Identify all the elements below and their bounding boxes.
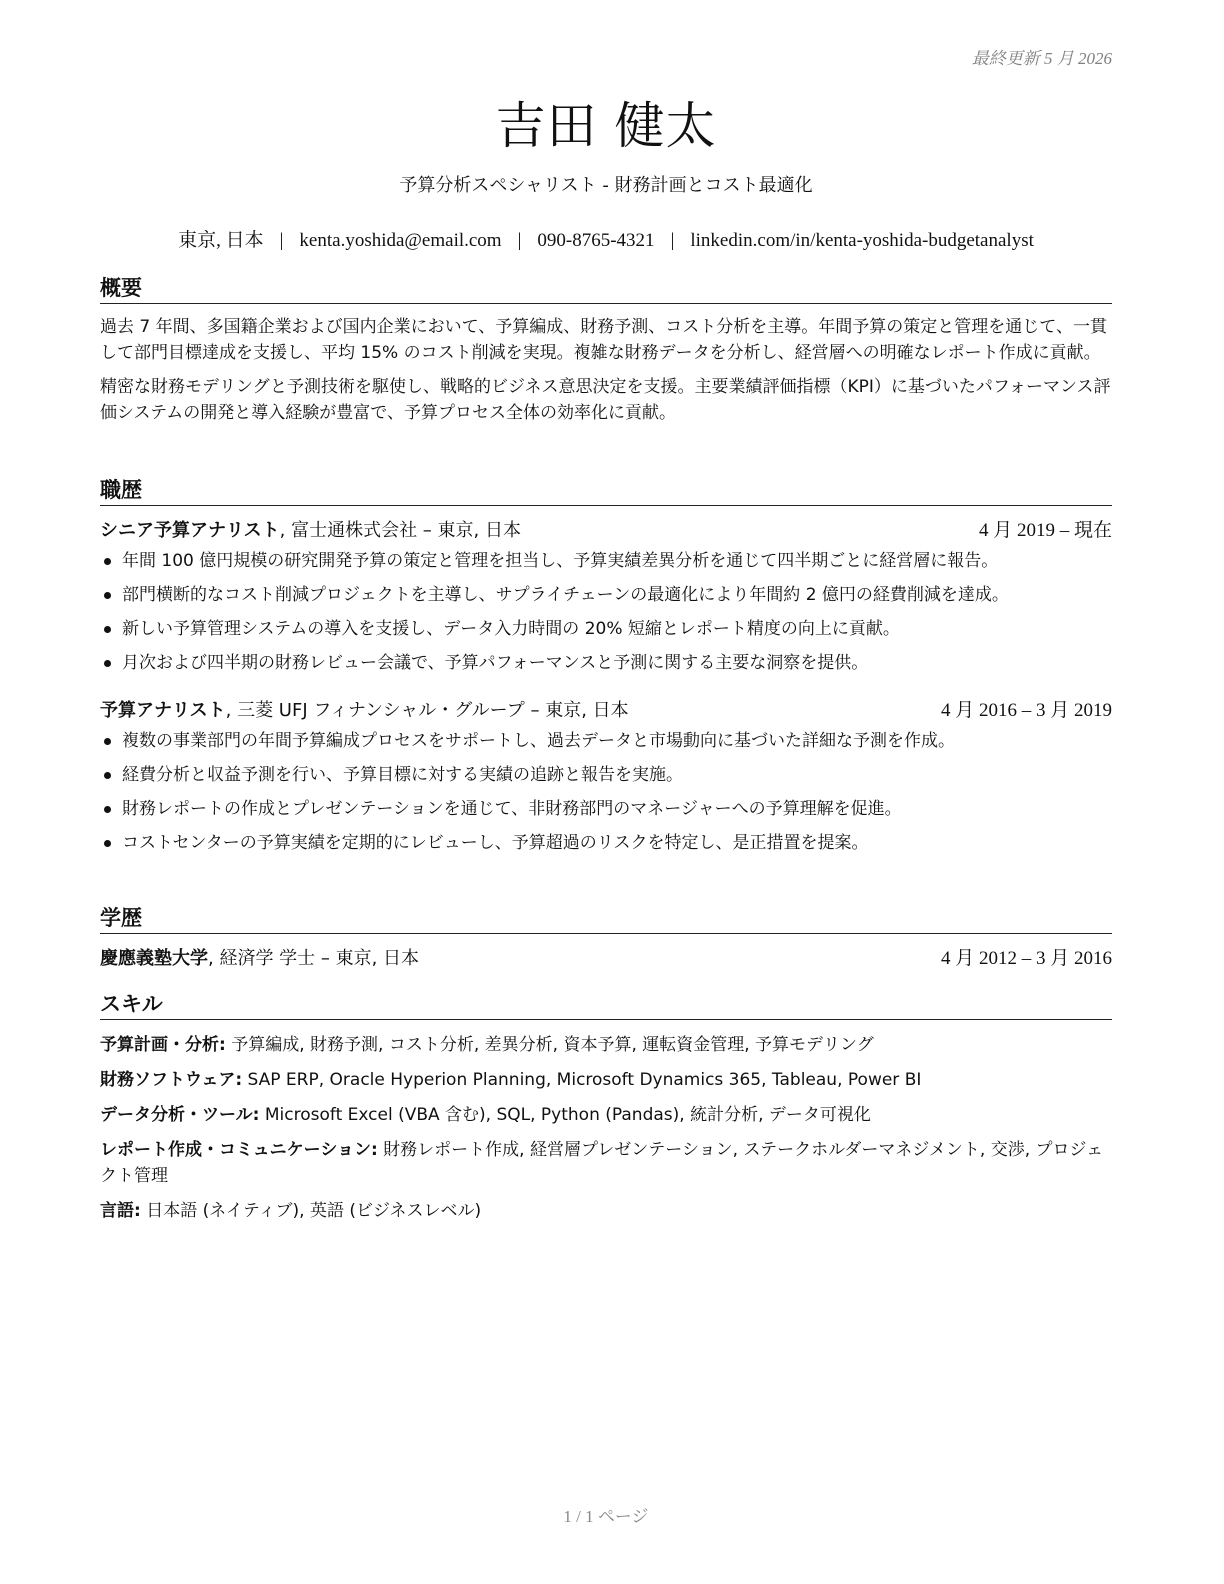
skill-row xyxy=(100,1137,1112,1189)
skill-value: SAP ERP, Oracle Hyperion Planning, Microsoft Dynamics 365, Tableau, Power BI xyxy=(242,1070,922,1091)
skill-label: 財務ソフトウェア: xyxy=(100,1070,243,1091)
page-indicator: 1 / 1 ページ xyxy=(563,1507,649,1526)
skills-section xyxy=(100,992,1112,1233)
experience-section xyxy=(100,478,1112,864)
job-dates: 4 月 2016 – 3 月 2019 xyxy=(940,700,1112,722)
contact-location: 東京, 日本 xyxy=(178,230,264,251)
skill-value: 財務レポート作成, 経営層プレゼンテーション, ステークホルダーマネジメント, 交渉, プロジェクト管理 xyxy=(100,1140,1104,1187)
contact-linkedin[interactable]: linkedin.com/in/kenta-yoshida-budgetanalyst xyxy=(690,230,1034,251)
contact-separator: | xyxy=(517,230,522,251)
education-entry xyxy=(100,946,1112,972)
list-item: 月次および四半期の財務レビュー会議で、予算パフォーマンスと予測に関する主要な洞察を提供。 xyxy=(100,650,1112,676)
skill-label: 言語: xyxy=(100,1201,141,1222)
skill-value: Microsoft Excel (VBA 含む), SQL, Python (Pandas), 統計分析, データ可視化 xyxy=(259,1105,871,1126)
list-item: 部門横断的なコスト削減プロジェクトを主導し、サプライチェーンの最適化により年間約 2 億円の経費削減を達成。 xyxy=(100,582,1112,608)
contact-phone: 090-8765-4321 xyxy=(537,230,655,251)
job-org: , 三菱 UFJ フィナンシャル・グループ – 東京, 日本 xyxy=(225,700,629,722)
skill-row xyxy=(100,1067,1112,1093)
job-header xyxy=(100,698,1112,724)
job-role: シニア予算アナリスト xyxy=(100,520,280,542)
summary-section xyxy=(100,276,1112,426)
contact-separator: | xyxy=(670,230,675,251)
skills-list xyxy=(100,1032,1112,1224)
skill-value: 予算編成, 財務予測, コスト分析, 差異分析, 資本予算, 運転資金管理, 予算モデリング xyxy=(225,1035,874,1056)
skill-label: 予算計画・分析: xyxy=(100,1035,226,1056)
list-item: コストセンターの予算実績を定期的にレビューし、予算超過のリスクを特定し、是正措置を提案。 xyxy=(100,830,1112,856)
list-item: 財務レポートの作成とプレゼンテーションを通じて、非財務部門のマネージャーへの予算理解を促進。 xyxy=(100,796,1112,822)
list-item: 新しい予算管理システムの導入を支援し、データ入力時間の 20% 短縮とレポート精度の向上に貢献。 xyxy=(100,616,1112,642)
list-item: 年間 100 億円規模の研究開発予算の策定と管理を担当し、予算実績差異分析を通じて四半期ごとに経営層に報告。 xyxy=(100,548,1112,574)
skill-row xyxy=(100,1198,1112,1224)
job-bullets xyxy=(100,548,1112,676)
skills-title: スキル xyxy=(100,992,1112,1020)
contact-line xyxy=(100,225,1112,252)
education-section xyxy=(100,906,1112,972)
last-updated: 最終更新 5 月 2026 xyxy=(971,49,1112,68)
summary-paragraph: 過去 7 年間、多国籍企業および国内企業において、予算編成、財務予測、コスト分析を主導。年間予算の策定と管理を通じて、一貫して部門目標達成を支援し、平均 15% のコスト削減を実現。複雑な財務データを分析し、経営層への明確なレポート作成に貢献。 xyxy=(100,317,1107,364)
education-school: 慶應義塾大学 xyxy=(100,948,208,970)
skill-label: データ分析・ツール: xyxy=(100,1105,260,1126)
education-dates: 4 月 2012 – 3 月 2016 xyxy=(940,948,1112,970)
list-item: 経費分析と収益予測を行い、予算目標に対する実績の追跡と報告を実施。 xyxy=(100,762,1112,788)
job-header xyxy=(100,518,1112,544)
contact-separator: | xyxy=(279,230,284,251)
candidate-name: 吉田 健太 xyxy=(495,97,717,155)
job-entry xyxy=(100,518,1112,676)
education-title: 学歴 xyxy=(100,906,1112,934)
experience-title: 職歴 xyxy=(100,478,1112,506)
education-degree: , 経済学 学士 – 東京, 日本 xyxy=(208,948,420,970)
summary-title: 概要 xyxy=(100,276,1112,304)
job-org: , 富士通株式会社 – 東京, 日本 xyxy=(279,520,521,542)
list-item: 複数の事業部門の年間予算編成プロセスをサポートし、過去データと市場動向に基づいた詳細な予測を作成。 xyxy=(100,728,1112,754)
job-entry xyxy=(100,698,1112,856)
skill-value: 日本語 (ネイティブ), 英語 (ビジネスレベル) xyxy=(140,1201,482,1222)
headline: 予算分析スペシャリスト - 財務計画とコスト最適化 xyxy=(399,175,813,196)
contact-email[interactable]: kenta.yoshida@email.com xyxy=(299,230,502,251)
job-bullets xyxy=(100,728,1112,856)
job-role: 予算アナリスト xyxy=(100,700,226,722)
skill-label: レポート作成・コミュニケーション: xyxy=(100,1140,378,1161)
skill-row xyxy=(100,1032,1112,1058)
skill-row xyxy=(100,1102,1112,1128)
summary-paragraph: 精密な財務モデリングと予測技術を駆使し、戦略的ビジネス意思決定を支援。主要業績評価指標（KPI）に基づいたパフォーマンス評価システムの開発と導入経験が豊富で、予算プロセス全体の効率化に貢献。 xyxy=(100,377,1111,424)
job-dates: 4 月 2019 – 現在 xyxy=(978,520,1112,542)
resume-page xyxy=(100,0,1112,1584)
